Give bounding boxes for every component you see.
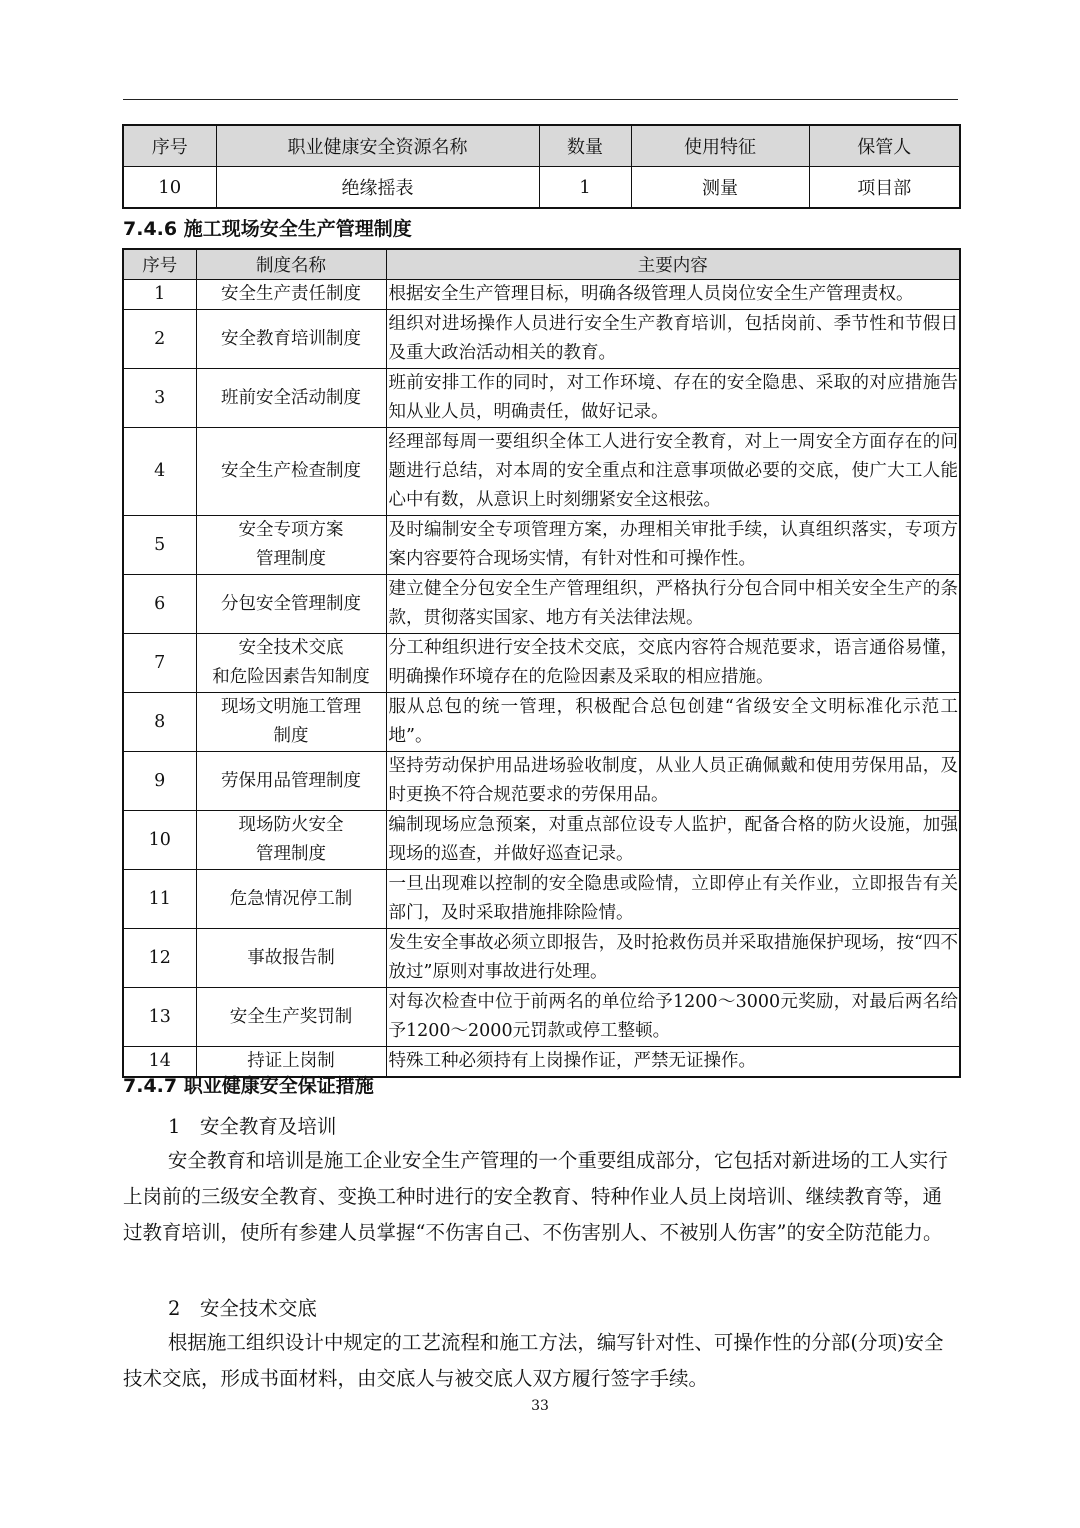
item1-paragraph: 安全教育和培训是施工企业安全生产管理的一个重要组成部分，它包括对新进场的工人实行上岗前的三级安全教育、变换工种时进行的安全教育、特种作业人员上岗培训、继续教育等，通过教育培训，使所有参建人员掌握“不伤害自己、不伤害别人、不被别人伤害”的安全防范能力。	[123, 1149, 948, 1244]
cell-no: 12	[123, 929, 196, 988]
cell-system-name: 事故报告制	[196, 929, 386, 988]
cell-no: 1	[123, 280, 196, 310]
header-custodian: 保管人	[809, 125, 960, 167]
cell-no: 6	[123, 575, 196, 634]
cell-quantity: 1	[539, 167, 631, 209]
header-main-content: 主要内容	[386, 249, 960, 280]
management-system-table	[122, 248, 961, 1078]
table-row	[123, 811, 960, 870]
cell-system-name: 危急情况停工制	[196, 870, 386, 929]
cell-main-content: 坚持劳动保护用品进场验收制度，从业人员正确佩戴和使用劳保用品，及时更换不符合规范要求的劳保用品。	[386, 752, 960, 811]
table-row	[123, 693, 960, 752]
cell-resource-name: 绝缘摇表	[216, 167, 539, 209]
cell-system-name: 班前安全活动制度	[196, 369, 386, 428]
table-row	[123, 310, 960, 369]
page-number: 33	[531, 1398, 549, 1414]
table-row	[123, 428, 960, 516]
header-resource-name: 职业健康安全资源名称	[216, 125, 539, 167]
cell-main-content: 及时编制安全专项管理方案，办理相关审批手续，认真组织落实，专项方案内容要符合现场实情，有针对性和可操作性。	[386, 516, 960, 575]
cell-no: 9	[123, 752, 196, 811]
resource-table	[122, 124, 961, 209]
cell-main-content: 对每次检查中位于前两名的单位给予1200～3000元奖励，对最后两名给予1200～2000元罚款或停工整顿。	[386, 988, 960, 1047]
cell-system-name: 安全专项方案 管理制度	[196, 516, 386, 575]
cell-system-name: 现场防火安全 管理制度	[196, 811, 386, 870]
cell-main-content: 经理部每周一要组织全体工人进行安全教育，对上一周安全方面存在的问题进行总结，对本周的安全重点和注意事项做必要的交底，使广大工人能心中有数，从意识上时刻绷紧安全这根弦。	[386, 428, 960, 516]
table-row	[123, 752, 960, 811]
cell-system-name: 安全生产奖罚制	[196, 988, 386, 1047]
cell-no: 11	[123, 870, 196, 929]
resource-table-header	[123, 125, 960, 167]
item1-title: 1 安全教育及培训	[168, 1115, 337, 1138]
table-row	[123, 575, 960, 634]
cell-no: 7	[123, 634, 196, 693]
cell-no: 10	[123, 167, 216, 209]
cell-main-content: 班前安排工作的同时，对工作环境、存在的安全隐患、采取的对应措施告知从业人员，明确责任，做好记录。	[386, 369, 960, 428]
cell-custodian: 项目部	[809, 167, 960, 209]
table-row	[123, 988, 960, 1047]
cell-system-name: 安全教育培训制度	[196, 310, 386, 369]
table-row	[123, 369, 960, 428]
cell-main-content: 服从总包的统一管理，积极配合总包创建“省级安全文明标准化示范工地”。	[386, 693, 960, 752]
header-rule	[123, 99, 958, 100]
cell-system-name: 现场文明施工管理 制度	[196, 693, 386, 752]
cell-system-name: 劳保用品管理制度	[196, 752, 386, 811]
management-table-header	[123, 249, 960, 280]
section-title-747: 7.4.7 职业健康安全保证措施	[123, 1075, 374, 1097]
table-row	[123, 167, 960, 209]
header-no: 序号	[123, 249, 196, 280]
cell-no: 14	[123, 1047, 196, 1078]
table-row	[123, 929, 960, 988]
cell-no: 4	[123, 428, 196, 516]
cell-no: 10	[123, 811, 196, 870]
header-no: 序号	[123, 125, 216, 167]
cell-main-content: 编制现场应急预案，对重点部位设专人监护，配备合格的防火设施，加强现场的巡查，并做好巡查记录。	[386, 811, 960, 870]
header-system-name: 制度名称	[196, 249, 386, 280]
cell-system-name: 安全生产责任制度	[196, 280, 386, 310]
table-row	[123, 280, 960, 310]
item2-paragraph: 根据施工组织设计中规定的工艺流程和施工方法，编写针对性、可操作性的分部(分项)安全技术交底，形成书面材料，由交底人与被交底人双方履行签字手续。	[123, 1331, 944, 1390]
cell-system-name: 分包安全管理制度	[196, 575, 386, 634]
cell-no: 2	[123, 310, 196, 369]
cell-usage: 测量	[631, 167, 809, 209]
header-quantity: 数量	[539, 125, 631, 167]
cell-system-name: 持证上岗制	[196, 1047, 386, 1078]
cell-system-name: 安全技术交底 和危险因素告知制度	[196, 634, 386, 693]
cell-main-content: 发生安全事故必须立即报告，及时抢救伤员并采取措施保护现场，按“四不放过”原则对事故进行处理。	[386, 929, 960, 988]
cell-main-content: 建立健全分包安全生产管理组织，严格执行分包合同中相关安全生产的条款，贯彻落实国家、地方有关法律法规。	[386, 575, 960, 634]
cell-main-content: 组织对进场操作人员进行安全生产教育培训，包括岗前、季节性和节假日及重大政治活动相关的教育。	[386, 310, 960, 369]
section-title-746: 7.4.6 施工现场安全生产管理制度	[123, 218, 412, 240]
item2-title: 2 安全技术交底	[168, 1297, 317, 1320]
cell-no: 13	[123, 988, 196, 1047]
header-usage: 使用特征	[631, 125, 809, 167]
cell-no: 5	[123, 516, 196, 575]
cell-system-name: 安全生产检查制度	[196, 428, 386, 516]
table-row	[123, 634, 960, 693]
cell-main-content: 根据安全生产管理目标，明确各级管理人员岗位安全生产管理责权。	[386, 280, 960, 310]
table-row	[123, 870, 960, 929]
cell-main-content: 一旦出现难以控制的安全隐患或险情，立即停止有关作业，立即报告有关部门，及时采取措施排除险情。	[386, 870, 960, 929]
cell-no: 8	[123, 693, 196, 752]
cell-main-content: 分工种组织进行安全技术交底，交底内容符合规范要求，语言通俗易懂，明确操作环境存在的危险因素及采取的相应措施。	[386, 634, 960, 693]
table-row	[123, 516, 960, 575]
cell-main-content: 特殊工种必须持有上岗操作证，严禁无证操作。	[386, 1047, 960, 1078]
cell-no: 3	[123, 369, 196, 428]
